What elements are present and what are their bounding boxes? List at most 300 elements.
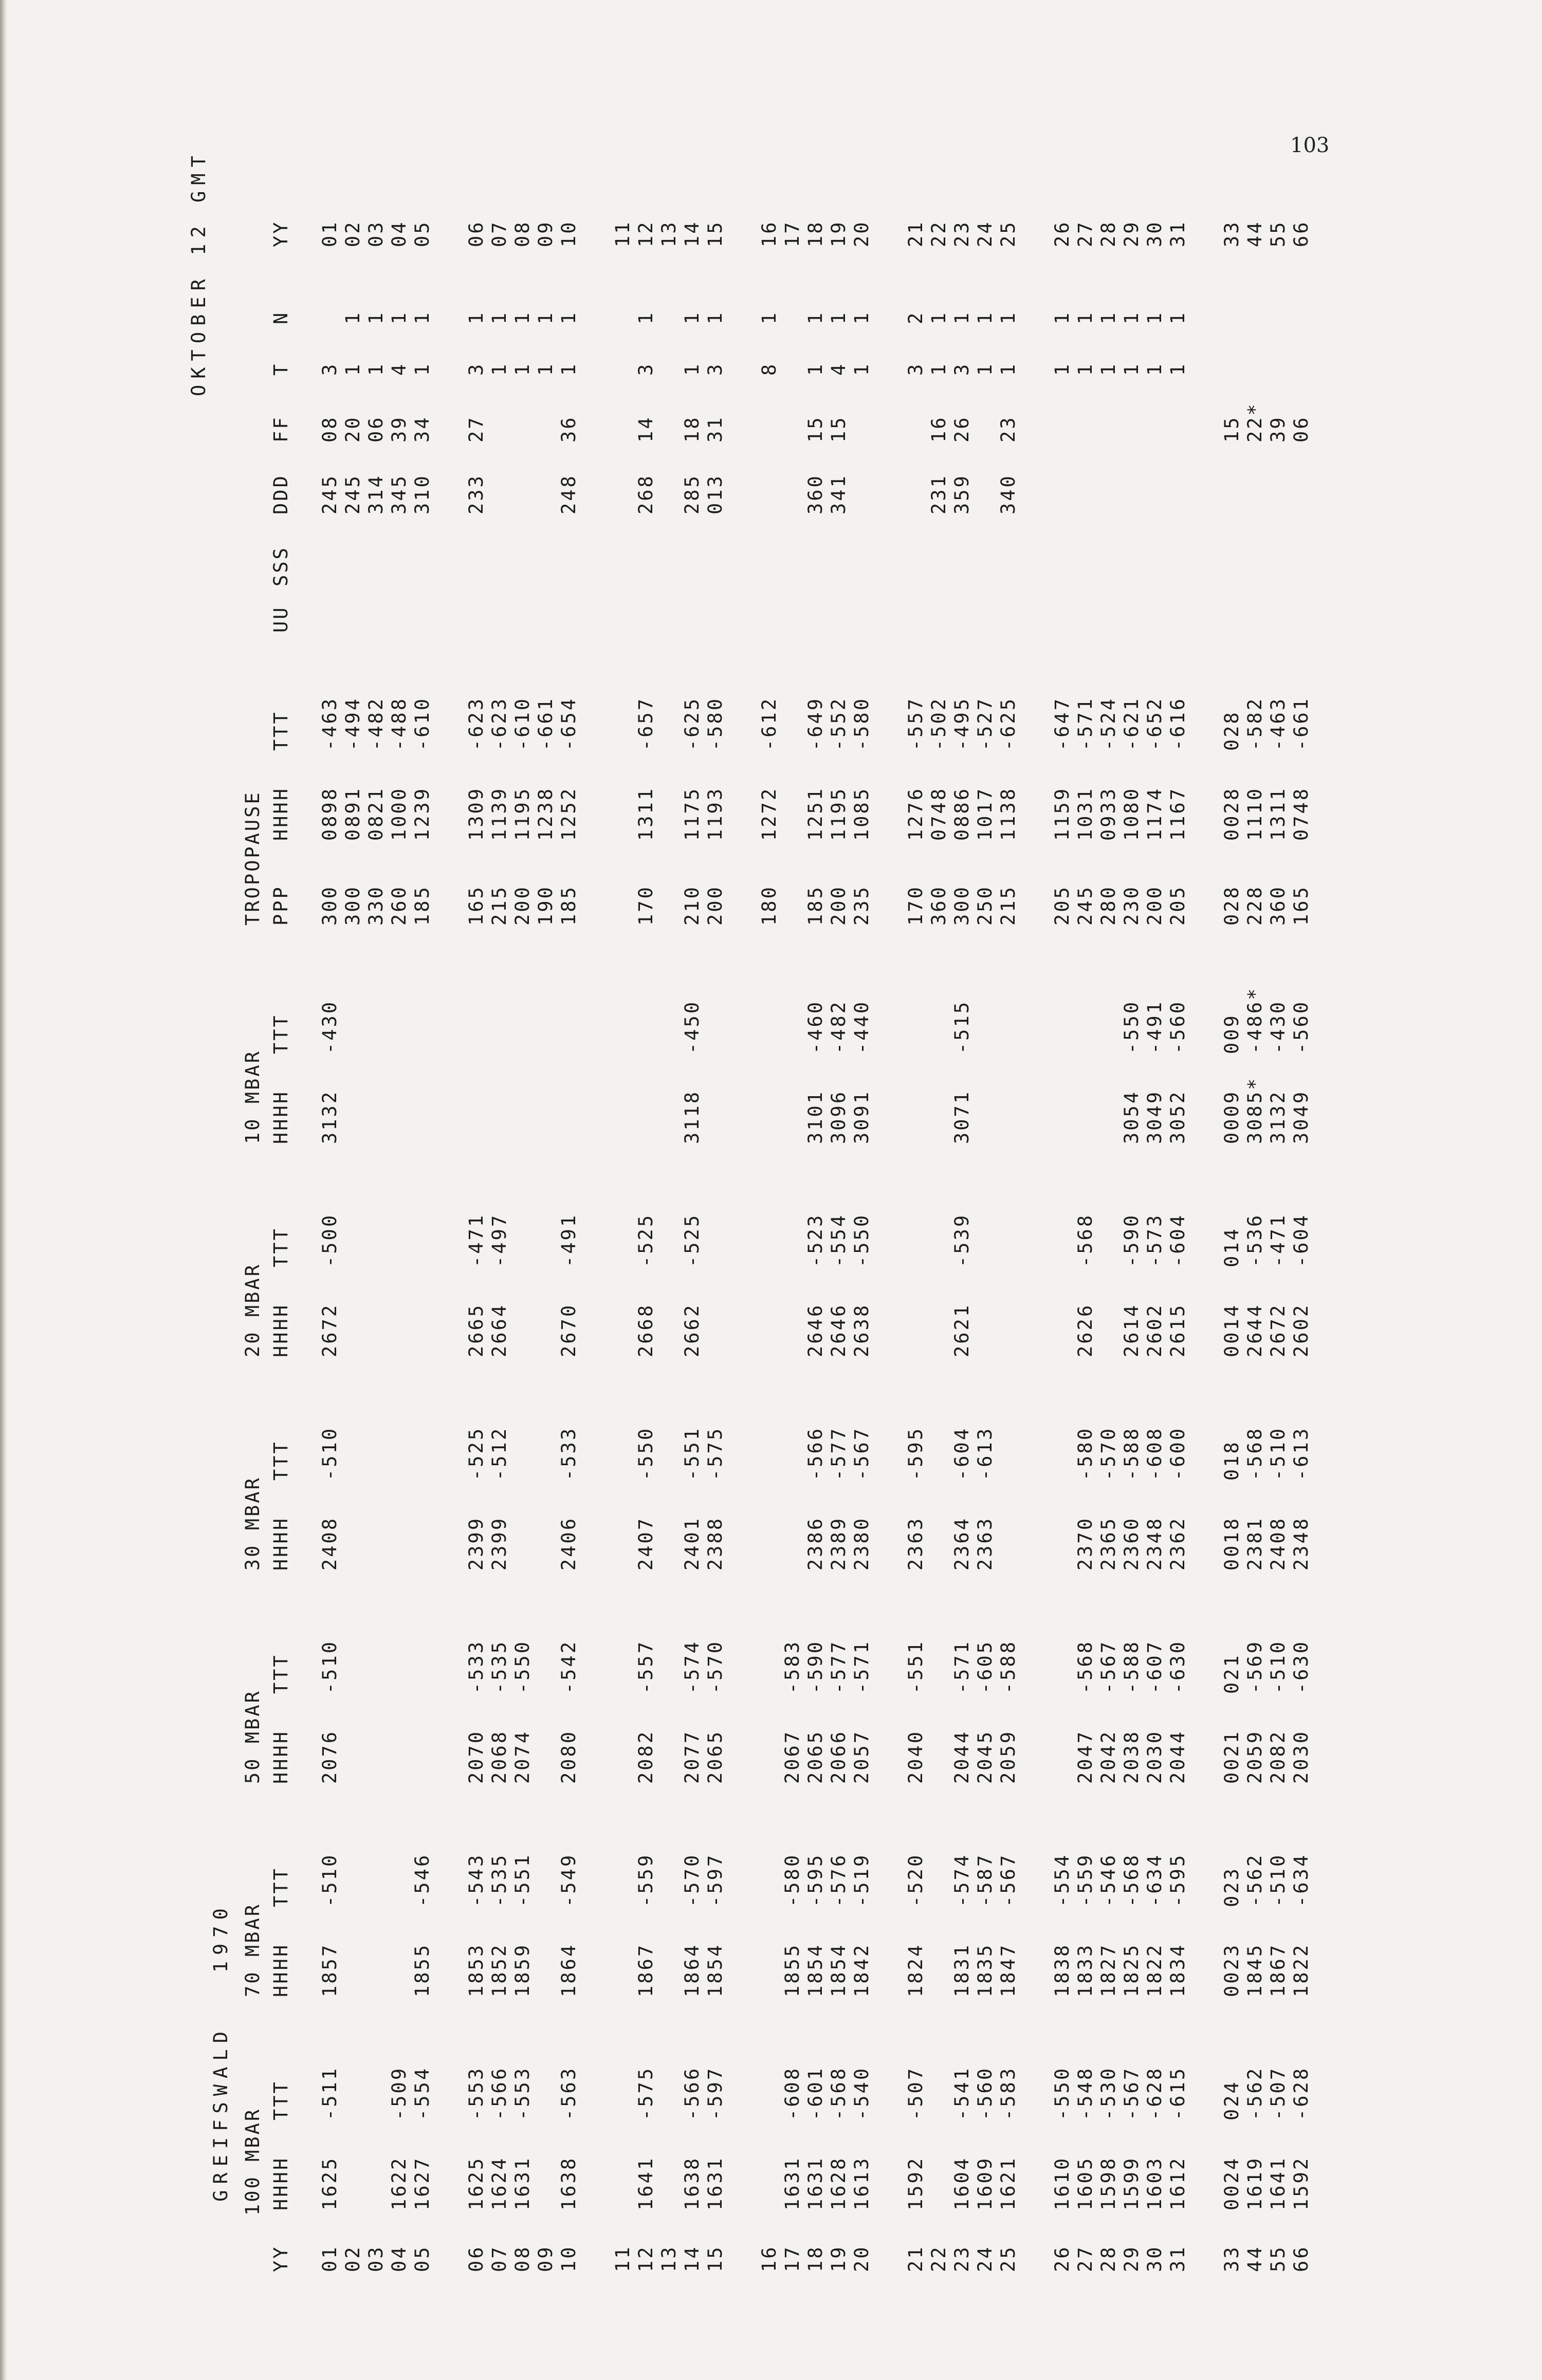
cell-ttt: -580 <box>851 696 873 751</box>
cell-t100: -583 <box>997 2066 1019 2120</box>
cell-yy2: 16 <box>758 220 780 247</box>
cell-t70: -559 <box>635 1853 657 1907</box>
cell-n: 1 <box>681 310 703 324</box>
cell-yy2: 29 <box>1121 220 1143 247</box>
cell-h100: 1609 <box>974 2156 996 2210</box>
cell-h20: 2615 <box>1167 1303 1189 1357</box>
cell-t30: -604 <box>951 1426 973 1481</box>
cell-h70: 1834 <box>1167 1943 1189 1997</box>
cell-yy: 28 <box>1097 2245 1119 2272</box>
cell-ff: 16 <box>928 415 950 442</box>
cell-h50: 2080 <box>558 1729 580 1784</box>
cell-h100: 0024 <box>1221 2156 1243 2210</box>
cell-hhhh: 1175 <box>681 786 703 841</box>
cell-yy: 30 <box>1144 2245 1166 2272</box>
cell-h10: 3118 <box>681 1090 703 1144</box>
table-row <box>1290 0 1311 2277</box>
column-header-h70: HHHH <box>270 1943 292 1997</box>
cell-h100: 1625 <box>465 2156 487 2210</box>
cell-t100: -567 <box>1121 2066 1143 2120</box>
cell-t70: -554 <box>1051 1853 1073 1907</box>
cell-t70: -634 <box>1290 1853 1312 1907</box>
cell-n: 1 <box>411 310 433 324</box>
column-header-ppp: PPP <box>270 885 292 926</box>
cell-h30: 2365 <box>1097 1516 1119 1571</box>
cell-h30: 2386 <box>804 1516 827 1571</box>
cell-ppp: 200 <box>828 885 850 926</box>
cell-ddd: 341 <box>828 474 850 514</box>
cell-t70: -574 <box>951 1853 973 1907</box>
cell-t100: -575 <box>635 2066 657 2120</box>
cell-h100: 1619 <box>1244 2156 1266 2210</box>
cell-h70: 1867 <box>635 1943 657 1997</box>
cell-n: 1 <box>558 310 580 324</box>
cell-ff: 31 <box>704 415 726 442</box>
cell-yy2: 05 <box>411 220 433 247</box>
cell-h70: 1857 <box>319 1943 341 1997</box>
table-row <box>411 0 432 2277</box>
cell-ttt: 028 <box>1221 710 1243 751</box>
cell-h100: 1612 <box>1167 2156 1189 2210</box>
cell-yy: 27 <box>1074 2245 1096 2272</box>
cell-h100: 1622 <box>388 2156 410 2210</box>
cell-h50: 2067 <box>781 1729 803 1784</box>
column-header-t30: TTT <box>270 1440 292 1481</box>
cell-yy: 22 <box>928 2245 950 2272</box>
cell-t30: -608 <box>1144 1426 1166 1481</box>
cell-t50: -568 <box>1074 1639 1096 1694</box>
cell-ppp: 215 <box>488 885 510 926</box>
cell-h50: 2044 <box>1167 1729 1189 1784</box>
column-header-n: N <box>270 310 292 324</box>
cell-h50: 2045 <box>974 1729 996 1784</box>
cell-t50: -570 <box>704 1639 726 1694</box>
cell-ppp: 200 <box>704 885 726 926</box>
cell-ttt: -494 <box>342 696 364 751</box>
cell-t30: -588 <box>1121 1426 1143 1481</box>
cell-t50: -567 <box>1097 1639 1119 1694</box>
cell-t30: -551 <box>681 1426 703 1481</box>
cell-t50: -630 <box>1290 1639 1312 1694</box>
cell-t50: -533 <box>465 1639 487 1694</box>
cell-hhhh: 0821 <box>365 786 387 841</box>
table-row <box>928 0 948 2277</box>
cell-h70: 0023 <box>1221 1943 1243 1997</box>
table-row <box>974 0 995 2277</box>
cell-h50: 2065 <box>804 1729 827 1784</box>
cell-ff: 26 <box>951 415 973 442</box>
cell-h20: 2626 <box>1074 1303 1096 1357</box>
cell-hhhh: 1239 <box>411 786 433 841</box>
cell-yy2: 14 <box>681 220 703 247</box>
cell-h50: 2074 <box>511 1729 534 1784</box>
cell-h100: 1592 <box>905 2156 927 2210</box>
cell-ppp: 330 <box>365 885 387 926</box>
cell-h70: 1855 <box>411 1943 433 1997</box>
cell-n: 1 <box>804 310 827 324</box>
cell-h50: 2030 <box>1290 1729 1312 1784</box>
cell-t: 1 <box>1121 362 1143 376</box>
cell-h70: 1835 <box>974 1943 996 1997</box>
cell-h30: 2399 <box>465 1516 487 1571</box>
cell-n: 1 <box>1097 310 1119 324</box>
cell-h20: 2670 <box>558 1303 580 1357</box>
cell-yy: 11 <box>612 2245 634 2272</box>
cell-t70: -568 <box>1121 1853 1143 1907</box>
cell-t50: -535 <box>488 1639 510 1694</box>
cell-t: 1 <box>342 362 364 376</box>
cell-h30: 2363 <box>974 1516 996 1571</box>
cell-n: 1 <box>1074 310 1096 324</box>
table-row <box>997 0 1018 2277</box>
cell-t70: 023 <box>1221 1867 1243 1907</box>
cell-t: 1 <box>411 362 433 376</box>
cell-t10: -482 <box>828 1000 850 1054</box>
cell-h100: 1631 <box>781 2156 803 2210</box>
cell-yy2: 30 <box>1144 220 1166 247</box>
cell-ppp: 200 <box>511 885 534 926</box>
cell-ppp: 185 <box>558 885 580 926</box>
cell-yy: 09 <box>535 2245 557 2272</box>
cell-h100: 1592 <box>1290 2156 1312 2210</box>
cell-t100: -507 <box>905 2066 927 2120</box>
column-header-sss: SSS <box>270 546 292 586</box>
column-header-uu: UU <box>270 605 292 633</box>
cell-ttt: -502 <box>928 696 950 751</box>
cell-h50: 2057 <box>851 1729 873 1784</box>
month-label: OKTOBER 12 GMT <box>188 150 210 396</box>
cell-ttt: -652 <box>1144 696 1166 751</box>
cell-hhhh: 1159 <box>1051 786 1073 841</box>
column-header-t70: TTT <box>270 1867 292 1907</box>
cell-h50: 2076 <box>319 1729 341 1784</box>
cell-ppp: 228 <box>1244 885 1266 926</box>
cell-t20: -525 <box>635 1213 657 1267</box>
cell-hhhh: 1031 <box>1074 786 1096 841</box>
cell-h30: 2407 <box>635 1516 657 1571</box>
cell-yy2: 07 <box>488 220 510 247</box>
cell-t: 1 <box>928 362 950 376</box>
cell-t10: -486* <box>1244 986 1266 1054</box>
cell-hhhh: 1195 <box>511 786 534 841</box>
cell-h20: 0014 <box>1221 1303 1243 1357</box>
cell-h70: 1864 <box>558 1943 580 1997</box>
cell-t100: -509 <box>388 2066 410 2120</box>
cell-h10: 3049 <box>1144 1090 1166 1144</box>
cell-t20: -604 <box>1167 1213 1189 1267</box>
cell-h70: 1825 <box>1121 1943 1143 1997</box>
column-header-t100: TTT <box>270 2080 292 2120</box>
column-header-t20: TTT <box>270 1227 292 1267</box>
cell-t: 1 <box>1144 362 1166 376</box>
cell-t70: -546 <box>1097 1853 1119 1907</box>
station-name: GREIFSWALD <box>210 2025 232 2202</box>
cell-h100: 1641 <box>1267 2156 1289 2210</box>
column-header-h20: HHHH <box>270 1303 292 1357</box>
table-row <box>535 0 555 2277</box>
cell-t100: -530 <box>1097 2066 1119 2120</box>
cell-h10: 0009 <box>1221 1090 1243 1144</box>
cell-h100: 1631 <box>804 2156 827 2210</box>
cell-ttt: -621 <box>1121 696 1143 751</box>
cell-yy2: 08 <box>511 220 534 247</box>
cell-t70: -587 <box>974 1853 996 1907</box>
cell-t100: -560 <box>974 2066 996 2120</box>
cell-t100: -568 <box>828 2066 850 2120</box>
cell-t: 3 <box>465 362 487 376</box>
cell-t10: -560 <box>1290 1000 1312 1054</box>
cell-t70: -570 <box>681 1853 703 1907</box>
cell-t30: -600 <box>1167 1426 1189 1481</box>
cell-h20: 2638 <box>851 1303 873 1357</box>
cell-yy: 23 <box>951 2245 973 2272</box>
cell-t50: -557 <box>635 1639 657 1694</box>
cell-n: 1 <box>511 310 534 324</box>
cell-t100: -601 <box>804 2066 827 2120</box>
cell-hhhh: 1238 <box>535 786 557 841</box>
cell-h20: 2668 <box>635 1303 657 1357</box>
cell-yy: 06 <box>465 2245 487 2272</box>
cell-h30: 2381 <box>1244 1516 1266 1571</box>
cell-t30: -510 <box>1267 1426 1289 1481</box>
cell-t100: -548 <box>1074 2066 1096 2120</box>
cell-ddd: 345 <box>388 474 410 514</box>
table-row <box>612 0 632 2277</box>
cell-t70: -559 <box>1074 1853 1096 1907</box>
cell-h20: 2662 <box>681 1303 703 1357</box>
cell-ddd: 285 <box>681 474 703 514</box>
cell-n: 1 <box>388 310 410 324</box>
cell-n: 1 <box>828 310 850 324</box>
cell-h20: 2672 <box>319 1303 341 1357</box>
cell-h20: 2665 <box>465 1303 487 1357</box>
cell-t: 3 <box>905 362 927 376</box>
cell-ff: 06 <box>1290 415 1312 442</box>
cell-ppp: 205 <box>1167 885 1189 926</box>
cell-h30: 2363 <box>905 1516 927 1571</box>
table-row <box>1267 0 1288 2277</box>
cell-n: 1 <box>635 310 657 324</box>
cell-ppp: 300 <box>319 885 341 926</box>
cell-t70: -546 <box>411 1853 433 1907</box>
cell-h50: 2040 <box>905 1729 927 1784</box>
cell-t100: -550 <box>1051 2066 1073 2120</box>
table-row <box>558 0 578 2277</box>
cell-t10: -560 <box>1167 1000 1189 1054</box>
cell-ttt: -657 <box>635 696 657 751</box>
cell-ff: 08 <box>319 415 341 442</box>
cell-yy: 14 <box>681 2245 703 2272</box>
cell-h50: 2077 <box>681 1729 703 1784</box>
cell-t: 3 <box>704 362 726 376</box>
cell-t100: -628 <box>1290 2066 1312 2120</box>
table-row <box>1167 0 1187 2277</box>
cell-ff: 23 <box>997 415 1019 442</box>
cell-h20: 2672 <box>1267 1303 1289 1357</box>
header-50-mbar: 50 MBAR <box>242 1689 264 1784</box>
cell-n: 1 <box>951 310 973 324</box>
cell-t: 4 <box>828 362 850 376</box>
cell-t: 1 <box>1097 362 1119 376</box>
cell-t20: -491 <box>558 1213 580 1267</box>
table-row <box>905 0 925 2277</box>
cell-t20: -604 <box>1290 1213 1312 1267</box>
cell-ppp: 165 <box>465 885 487 926</box>
cell-n: 2 <box>905 310 927 324</box>
cell-hhhh: 1138 <box>997 786 1019 841</box>
cell-ttt: -625 <box>997 696 1019 751</box>
cell-t: 3 <box>319 362 341 376</box>
cell-t70: -543 <box>465 1853 487 1907</box>
cell-t30: 018 <box>1221 1440 1243 1481</box>
cell-t100: -597 <box>704 2066 726 2120</box>
cell-t100: -563 <box>558 2066 580 2120</box>
cell-h70: 1838 <box>1051 1943 1073 1997</box>
cell-ttt: -582 <box>1244 696 1266 751</box>
cell-t70: -551 <box>511 1853 534 1907</box>
cell-t20: -525 <box>681 1213 703 1267</box>
cell-ddd: 314 <box>365 474 387 514</box>
cell-h70: 1845 <box>1244 1943 1266 1997</box>
cell-yy: 55 <box>1267 2245 1289 2272</box>
page-number: 103 <box>1290 134 1330 157</box>
cell-h20: 2646 <box>828 1303 850 1357</box>
cell-n: 1 <box>704 310 726 324</box>
cell-t70: -535 <box>488 1853 510 1907</box>
header-10-mbar: 10 MBAR <box>242 1049 264 1144</box>
cell-t: 1 <box>1051 362 1073 376</box>
cell-t70: -634 <box>1144 1853 1166 1907</box>
cell-h100: 1621 <box>997 2156 1019 2210</box>
cell-ppp: 185 <box>804 885 827 926</box>
cell-ddd: 310 <box>411 474 433 514</box>
cell-yy2: 06 <box>465 220 487 247</box>
column-header-t10: TTT <box>270 1013 292 1054</box>
cell-t20: -536 <box>1244 1213 1266 1267</box>
cell-t10: -430 <box>1267 1000 1289 1054</box>
cell-h70: 1855 <box>781 1943 803 1997</box>
cell-yy2: 10 <box>558 220 580 247</box>
cell-ppp: 215 <box>997 885 1019 926</box>
cell-t100: -511 <box>319 2066 341 2120</box>
cell-t30: -533 <box>558 1426 580 1481</box>
cell-h100: 1613 <box>851 2156 873 2210</box>
cell-h100: 1638 <box>681 2156 703 2210</box>
cell-yy2: 28 <box>1097 220 1119 247</box>
cell-yy2: 33 <box>1221 220 1243 247</box>
cell-h70: 1847 <box>997 1943 1019 1997</box>
cell-yy2: 66 <box>1290 220 1312 247</box>
cell-ttt: -625 <box>681 696 703 751</box>
cell-yy: 01 <box>319 2245 341 2272</box>
cell-h70: 1852 <box>488 1943 510 1997</box>
header-30-mbar: 30 MBAR <box>242 1476 264 1571</box>
cell-ppp: 235 <box>851 885 873 926</box>
cell-h70: 1831 <box>951 1943 973 1997</box>
table-row <box>1074 0 1095 2277</box>
cell-t100: -553 <box>511 2066 534 2120</box>
cell-t20: -550 <box>851 1213 873 1267</box>
cell-yy2: 55 <box>1267 220 1289 247</box>
cell-h50: 2082 <box>1267 1729 1289 1784</box>
cell-t30: -595 <box>905 1426 927 1481</box>
cell-t50: -510 <box>319 1639 341 1694</box>
cell-ddd: 233 <box>465 474 487 514</box>
cell-t30: -577 <box>828 1426 850 1481</box>
cell-n: 1 <box>1144 310 1166 324</box>
cell-t100: 024 <box>1221 2080 1243 2120</box>
cell-yy: 25 <box>997 2245 1019 2272</box>
header-20-mbar: 20 MBAR <box>242 1263 264 1357</box>
cell-hhhh: 1311 <box>635 786 657 841</box>
cell-ppp: 185 <box>411 885 433 926</box>
cell-h100: 1631 <box>511 2156 534 2210</box>
cell-ppp: 180 <box>758 885 780 926</box>
table-row <box>828 0 848 2277</box>
cell-h50: 2065 <box>704 1729 726 1784</box>
cell-n: 1 <box>851 310 873 324</box>
cell-t10: -440 <box>851 1000 873 1054</box>
cell-t70: -567 <box>997 1853 1019 1907</box>
cell-t20: -497 <box>488 1213 510 1267</box>
cell-t: 1 <box>488 362 510 376</box>
cell-n: 1 <box>1121 310 1143 324</box>
cell-ttt: -612 <box>758 696 780 751</box>
cell-yy: 17 <box>781 2245 803 2272</box>
cell-n: 1 <box>465 310 487 324</box>
cell-ttt: -495 <box>951 696 973 751</box>
table-row <box>1121 0 1141 2277</box>
cell-n: 1 <box>488 310 510 324</box>
cell-h10: 3085* <box>1244 1076 1266 1144</box>
cell-t: 1 <box>997 362 1019 376</box>
cell-t: 1 <box>974 362 996 376</box>
cell-h50: 2066 <box>828 1729 850 1784</box>
cell-h20: 2614 <box>1121 1303 1143 1357</box>
cell-t30: -512 <box>488 1426 510 1481</box>
cell-h100: 1625 <box>319 2156 341 2210</box>
cell-hhhh: 1252 <box>558 786 580 841</box>
cell-n: 1 <box>342 310 364 324</box>
cell-yy: 15 <box>704 2245 726 2272</box>
cell-ppp: 210 <box>681 885 703 926</box>
cell-ttt: -610 <box>411 696 433 751</box>
year: 1970 <box>210 1902 232 1973</box>
cell-t: 1 <box>511 362 534 376</box>
cell-ttt: -654 <box>558 696 580 751</box>
cell-h50: 2038 <box>1121 1729 1143 1784</box>
cell-t70: -520 <box>905 1853 927 1907</box>
cell-t10: 009 <box>1221 1013 1243 1054</box>
cell-t: 4 <box>388 362 410 376</box>
cell-yy2: 15 <box>704 220 726 247</box>
cell-h70: 1824 <box>905 1943 927 1997</box>
cell-yy: 05 <box>411 2245 433 2272</box>
cell-t70: -510 <box>1267 1853 1289 1907</box>
cell-yy: 07 <box>488 2245 510 2272</box>
cell-h100: 1599 <box>1121 2156 1143 2210</box>
cell-ff: 27 <box>465 415 487 442</box>
cell-t50: -588 <box>1121 1639 1143 1694</box>
cell-ff: 15 <box>1221 415 1243 442</box>
cell-t100: -615 <box>1167 2066 1189 2120</box>
cell-h100: 1624 <box>488 2156 510 2210</box>
cell-t100: -553 <box>465 2066 487 2120</box>
cell-h30: 2401 <box>681 1516 703 1571</box>
cell-yy2: 27 <box>1074 220 1096 247</box>
cell-t70: -519 <box>851 1853 873 1907</box>
cell-ppp: 360 <box>928 885 950 926</box>
